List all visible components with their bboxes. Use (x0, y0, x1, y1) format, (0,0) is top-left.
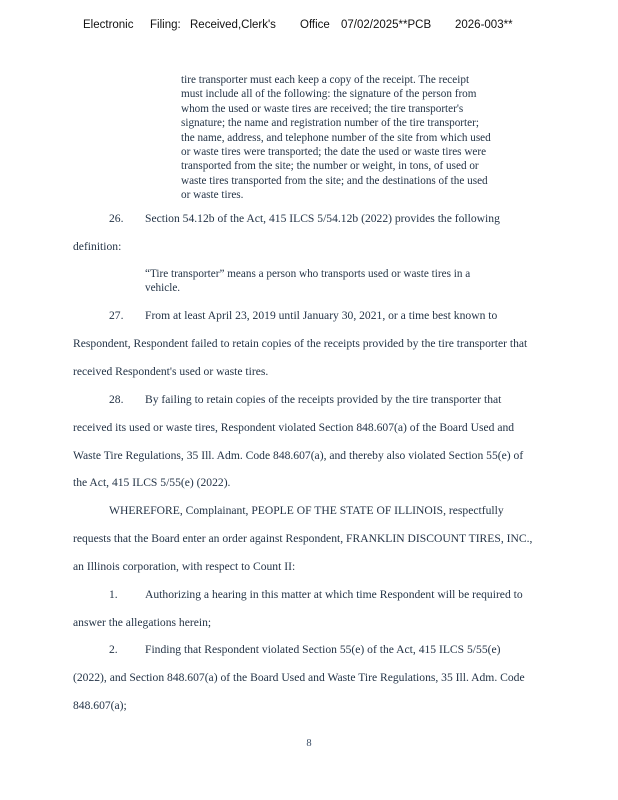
quote-line: must include all of the following: the signature of the person from (181, 88, 477, 101)
paragraph-28-line: By failing to retain copies of the receipts provided by the tire transporter that (145, 393, 502, 406)
page-number: 8 (306, 738, 312, 749)
header-case-number: 2026-003** (455, 19, 513, 31)
paragraph-27-line: received Respondent's used or waste tires. (73, 365, 269, 378)
quote-line: “Tire transporter” means a person who transports used or waste tires in a (145, 268, 471, 280)
paragraph-number-27: 27. (109, 309, 124, 322)
paragraph-28-line: the Act, 415 ILCS 5/55(e) (2022). (73, 476, 231, 489)
paragraph-26-line: definition: (73, 240, 122, 253)
prayer-item-1-line: answer the allegations herein; (73, 616, 212, 629)
prayer-item-2-line: (2022), and Section 848.607(a) of the Board Used and Waste Tire Regulations, 35 Ill. Adm. Code (73, 671, 525, 684)
block-quote-definition (145, 267, 545, 296)
paragraph-27-line: Respondent, Respondent failed to retain copies of the receipts provided by the tire transporter that (73, 337, 528, 350)
paragraph-number-28: 28. (109, 393, 124, 406)
wherefore-line: requests that the Board enter an order against Respondent, FRANKLIN DISCOUNT TIRES, INC., (73, 532, 533, 545)
quote-line: tire transporter must each keep a copy of the receipt. The receipt (181, 74, 470, 86)
prayer-item-number-1: 1. (109, 588, 118, 601)
filing-header (0, 19, 618, 37)
prayer-item-1-line: Authorizing a hearing in this matter at which time Respondent will be required to (145, 588, 523, 601)
block-quote-receipt (181, 73, 561, 203)
paragraph-number-26: 26. (109, 212, 124, 225)
quote-line: or waste tires. (181, 189, 244, 202)
quote-line: transported from the site; the number or weight, in tons, of used or (181, 160, 479, 173)
prayer-item-2-line: Finding that Respondent violated Section 55(e) of the Act, 415 ILCS 5/55(e) (145, 643, 501, 656)
header-filing: Filing: (150, 19, 181, 31)
wherefore-line: an Illinois corporation, with respect to Count II: (73, 560, 296, 573)
quote-line: or waste tires were transported; the date the used or waste tires were (181, 146, 487, 159)
header-electronic: Electronic (83, 19, 134, 31)
paragraph-28-line: received its used or waste tires, Respondent violated Section 848.607(a) of the Board Used and (73, 421, 515, 434)
header-received: Received,Clerk's (190, 19, 276, 31)
quote-line: the name, address, and telephone number of the site from which used (181, 131, 491, 144)
prayer-item-2-line: 848.607(a); (73, 699, 127, 712)
quote-line: signature; the name and registration number of the tire transporter; (181, 117, 479, 130)
header-date: 07/02/2025**PCB (341, 19, 432, 31)
quote-line: waste tires transported from the site; and the destinations of the used (181, 174, 488, 187)
quote-line: whom the used or waste tires are received; the tire transporter's (181, 102, 464, 115)
header-office: Office (300, 19, 330, 31)
prayer-item-number-2: 2. (109, 643, 118, 656)
wherefore-line: WHEREFORE, Complainant, PEOPLE OF THE STATE OF ILLINOIS, respectfully (109, 504, 504, 517)
paragraph-26-line: Section 54.12b of the Act, 415 ILCS 5/54.12b (2022) provides the following (145, 212, 500, 225)
paragraph-28-line: Waste Tire Regulations, 35 Ill. Adm. Code 848.607(a), and thereby also violated Section 55(e) of (73, 449, 524, 462)
quote-line: vehicle. (145, 282, 181, 295)
paragraph-27-line: From at least April 23, 2019 until January 30, 2021, or a time best known to (145, 309, 498, 322)
